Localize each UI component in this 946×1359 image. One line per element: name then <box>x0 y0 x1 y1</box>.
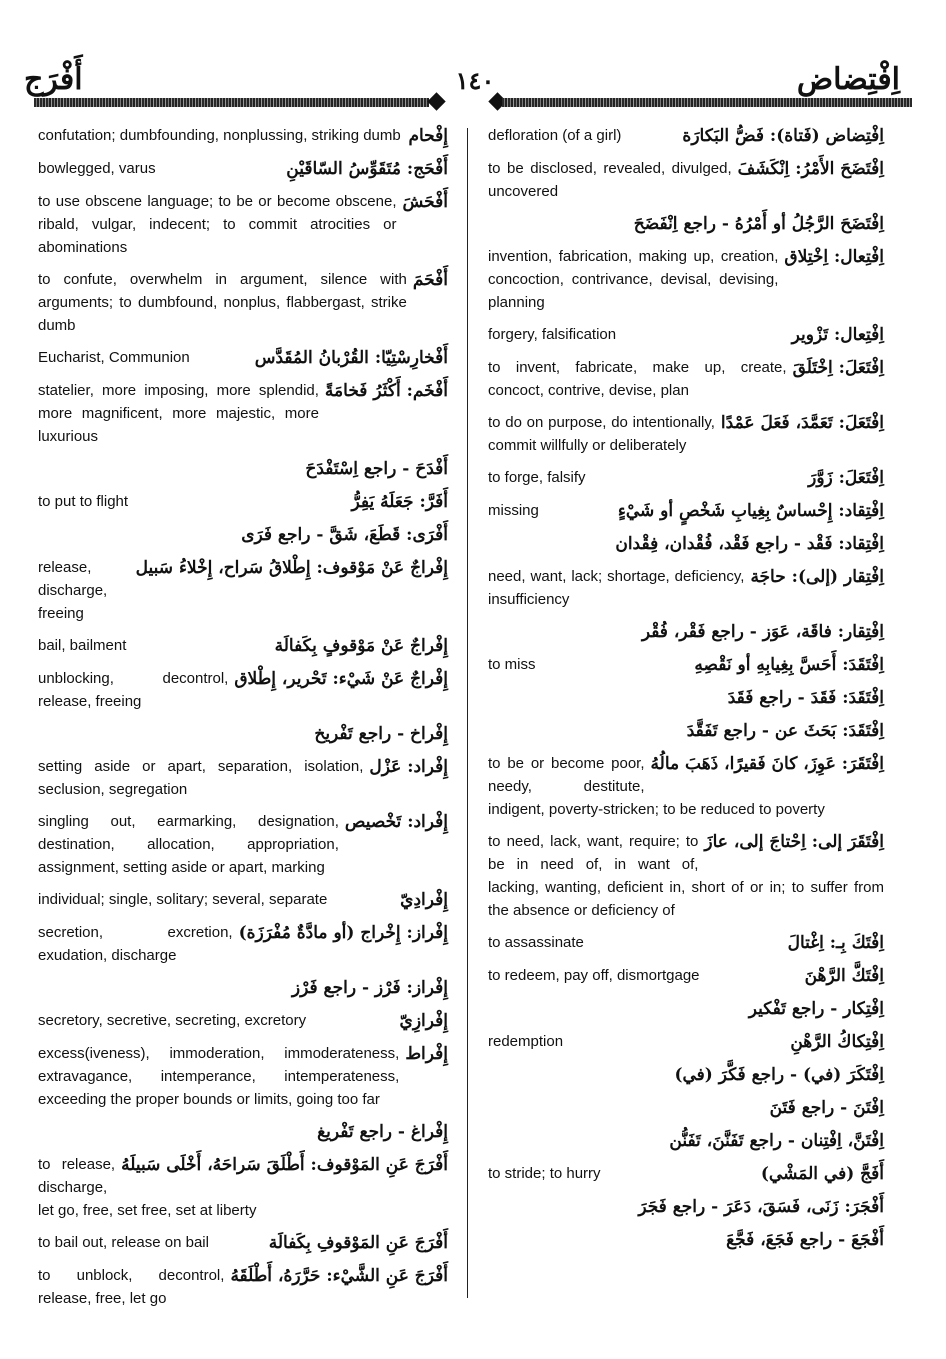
dictionary-entry <box>488 931 884 955</box>
arabic-headword: اِفْتِقاد: فَقْد - راجع فَقْد، فُقْدان، فِقْدان <box>615 534 884 554</box>
dictionary-entry <box>38 888 448 912</box>
english-definition: Eucharist, Communion <box>38 349 190 366</box>
dictionary-entry <box>38 1042 448 1111</box>
arabic-headword: اِفْتَعَلَ: زَوَّرَ <box>808 468 884 488</box>
arabic-headword: إِفْحام <box>408 126 448 146</box>
dictionary-entry <box>488 124 884 148</box>
guide-word-left: أَفْرَج <box>24 62 83 97</box>
english-definition: to stride; to hurry <box>488 1165 601 1182</box>
arabic-headword: أَفْحَج: مُتَقَوِّسُ السّاقَيْنِ <box>286 159 448 179</box>
dictionary-entry <box>488 212 884 236</box>
arabic-headword: أَفْرَجَ عَنِ المَوْقوفِ بِكَفالَة <box>268 1233 448 1253</box>
dictionary-entry <box>488 964 884 988</box>
english-definition: to forge, falsify <box>488 469 586 486</box>
english-definition: individual; single, solitary; several, separate <box>38 891 328 908</box>
dictionary-entry <box>38 755 448 801</box>
arabic-headword: أَفْرَجَ عَنِ الشَّيْء: حَرَّرَهُ، أَطْلَقَهُ <box>230 1266 448 1286</box>
arabic-headword: أَفْدَحَ - راجع اِسْتَفْدَحَ <box>305 459 448 479</box>
arabic-headword: أَفْحَمَ <box>412 270 448 290</box>
arabic-headword: اِفْتِعال: اِخْتِلاق <box>784 247 884 267</box>
arabic-headword: أَفْحَشَ <box>402 192 448 212</box>
english-definition: to release, discharge, let go, free, set free, set at liberty <box>38 1156 257 1219</box>
english-definition: forgery, falsification <box>488 326 617 343</box>
guide-word-right: اِفْتِضاض <box>796 62 900 97</box>
dictionary-entry <box>488 752 884 821</box>
arabic-headword: إِفْراز: فَرْز - راجع فَرْز <box>291 978 448 998</box>
arabic-headword: اِفْتَكَرَ (في) - راجع فَكَّرَ (في) <box>674 1065 884 1085</box>
arabic-headword: أَفْجَعَ - راجع فَجَعَ، فَجَّعَ <box>726 1230 884 1250</box>
english-definition: secretory, secretive, secreting, excretory <box>38 1012 307 1029</box>
arabic-headword: أَفْجَرَ: زَنَى، فَسَقَ، دَعَرَ - راجع فَجَرَ <box>638 1197 884 1217</box>
arabic-headword: أَفْخَم: أَكْثَرُ فَخامَةً <box>324 381 448 401</box>
arabic-headword: اِفْتَقَدَ: بَحَثَ عن - راجع تَفَقَّدَ <box>686 721 884 741</box>
english-definition: unblocking, decontrol, release, freeing <box>38 670 229 710</box>
english-definition: to invent, fabricate, make up, create, concoct, contrive, devise, plan <box>488 359 787 399</box>
dictionary-entry <box>38 457 448 481</box>
english-definition: to need, lack, want, require; to be in need of, in want of, lacking, wanting, deficient in, short of or in; to suffer from the absence or deficiency of <box>488 833 884 919</box>
arabic-headword: إِفْراجٌ عَنْ شَيْء: تَحْرير، إِطْلاق <box>234 669 448 689</box>
arabic-headword: اِفْتَقَرَ: عَوِزَ، كانَ فَقيرًا، ذَهَبَ مالُهُ <box>650 754 884 774</box>
english-definition: release, discharge, freeing <box>38 559 108 622</box>
arabic-headword: اِفْتِقار: فاقَة، عَوَز - راجع فَقْر، فُقْر <box>641 622 884 642</box>
dictionary-entry <box>38 1009 448 1033</box>
right-column <box>488 124 884 1261</box>
english-definition: to assassinate <box>488 934 584 951</box>
arabic-headword: اِفْتَنَ - راجع فَتَنَ <box>769 1098 884 1118</box>
arabic-headword: إِفْراخ - راجع تَفْريخ <box>314 724 448 744</box>
dictionary-entry <box>38 976 448 1000</box>
arabic-headword: إِفْرازِيّ <box>399 1011 448 1031</box>
arabic-headword: اِفْتَكَّ الرَّهْنَ <box>804 966 884 986</box>
dictionary-entry <box>38 1231 448 1255</box>
english-definition: defloration (of a girl) <box>488 127 622 144</box>
dictionary-entry <box>38 556 448 625</box>
dictionary-entry <box>488 997 884 1021</box>
dictionary-entry <box>38 523 448 547</box>
dictionary-entry <box>488 620 884 644</box>
dictionary-entry <box>38 379 448 448</box>
header-rule-left <box>34 98 429 107</box>
dictionary-entry <box>38 1153 448 1222</box>
english-definition: singling out, earmarking, designation, destination, allocation, appropriation, assignment, setting aside or apart, marking <box>38 813 339 876</box>
dictionary-entry <box>488 686 884 710</box>
dictionary-entry <box>38 268 448 337</box>
arabic-headword: إِفْراد: عَزْل <box>369 757 448 777</box>
arabic-headword: إِفْراز: إِخْراج (أو مادَّةٌ مُفْرَزَة) <box>238 923 448 943</box>
arabic-headword: اِفْتِكار - راجع تَفْكير <box>748 999 884 1019</box>
dictionary-entry <box>488 1228 884 1252</box>
arabic-headword: اِفْتِقاد: إِحْساسٌ بِغِيابِ شَخْصٍ أو شَيْءٍ <box>617 501 884 521</box>
dictionary-entry <box>38 1264 448 1310</box>
english-definition: bail, bailment <box>38 637 127 654</box>
dictionary-entry <box>38 490 448 514</box>
dictionary-entry <box>38 346 448 370</box>
arabic-headword: إِفْراط <box>405 1044 448 1064</box>
arabic-headword: أَفَرَّ: جَعَلَهُ يَفِرُّ <box>351 492 448 512</box>
column-divider <box>467 128 468 1298</box>
dictionary-entry <box>488 1162 884 1186</box>
arabic-headword: أَفْرَى: قَطَعَ، شَقَّ - راجع فَرَى <box>241 525 448 545</box>
arabic-headword: إِفْراد: تَخْصيص <box>344 812 448 832</box>
english-definition: to unblock, decontrol, release, free, let go <box>38 1267 225 1307</box>
arabic-headword: اِفْتَقَدَ: أَحَسَّ بِغِيابِهِ أو نَقْصِهِ <box>694 655 884 675</box>
dictionary-entry <box>488 411 884 457</box>
dictionary-entry <box>488 1195 884 1219</box>
arabic-headword: إِفْراغ - راجع تَفْريغ <box>317 1122 448 1142</box>
arabic-headword: اِفْتَعَلَ: تَعَمَّدَ، فَعَلَ عَمْدًا <box>720 413 884 433</box>
dictionary-entry <box>488 719 884 743</box>
english-definition: to do on purpose, do intentionally, commit willfully or deliberately <box>488 414 715 454</box>
dictionary-entry <box>38 124 448 148</box>
dictionary-entry <box>488 1063 884 1087</box>
dictionary-entry <box>488 466 884 490</box>
english-definition: to redeem, pay off, dismortgage <box>488 967 700 984</box>
dictionary-entry <box>488 1030 884 1054</box>
dictionary-entry <box>488 1129 884 1153</box>
arabic-headword: أَفْرَجَ عَنِ المَوْقوف: أَطْلَقَ سَراحَهُ، أَخْلَى سَبيلَهُ <box>121 1155 448 1175</box>
dictionary-entry <box>488 830 884 922</box>
arabic-headword: اِفْتِكاكُ الرَّهْنِ <box>790 1032 884 1052</box>
arabic-headword: إِفْرادِيّ <box>400 890 448 910</box>
english-definition: to use obscene language; to be or become obscene, ribald, vulgar, indecent; to commit atrocities or abominations <box>38 193 397 256</box>
dictionary-entry <box>38 667 448 713</box>
arabic-headword: إِفْراجٌ عَنْ مَوْقوفٍ بِكَفالَة <box>274 636 448 656</box>
dictionary-entry <box>488 323 884 347</box>
english-definition: secretion, excretion, exudation, discharge <box>38 924 233 964</box>
english-definition: excess(iveness), immoderation, immoderateness, extravagance, intemperance, intemperateness, exceeding the proper bounds or limits, going too far <box>38 1045 400 1108</box>
arabic-headword: اِفْتَعَلَ: اِخْتَلَقَ <box>792 358 884 378</box>
english-definition: setting aside or apart, separation, isolation, seclusion, segregation <box>38 758 364 798</box>
english-definition: missing <box>488 502 539 519</box>
arabic-headword: اِفْتَضَحَ الأَمْرُ: اِنْكَشَفَ <box>737 159 884 179</box>
english-definition: bowlegged, varus <box>38 160 156 177</box>
arabic-headword: اِفْتَقَرَ إلى: اِحْتاجَ إلى، عازَ <box>704 832 884 852</box>
english-definition: to confute, overwhelm in argument, silence with arguments; to dumbfound, nonplus, flabbergast, strike dumb <box>38 271 407 334</box>
english-definition: need, want, lack; shortage, deficiency, insufficiency <box>488 568 745 608</box>
dictionary-entry <box>488 245 884 314</box>
header-rule-right <box>502 98 912 107</box>
page-number: ١٤٠ <box>455 66 495 95</box>
dictionary-entry <box>38 921 448 967</box>
arabic-headword: اِفْتِعال: تَزْوير <box>791 325 884 345</box>
english-definition: to miss <box>488 656 536 673</box>
left-column <box>38 124 448 1319</box>
dictionary-entry <box>38 634 448 658</box>
arabic-headword: اِفْتَقَدَ: فَقَدَ - راجع فَقَدَ <box>727 688 884 708</box>
english-definition: confutation; dumbfounding, nonplussing, striking dumb <box>38 127 401 144</box>
dictionary-entry <box>38 190 448 259</box>
dictionary-entry <box>488 356 884 402</box>
arabic-headword: اِفْتَكَ بِـ: اِغْتالَ <box>787 933 884 953</box>
diamond-ornament-left <box>427 92 445 110</box>
arabic-headword: اِفْتِضاض (فَتاة): فَضُّ البَكارَة <box>682 126 884 146</box>
arabic-headword: إِفْراجٌ عَنْ مَوْقوف: إِطْلاقُ سَراح، إِخْلاءُ سَبيل <box>135 558 448 578</box>
arabic-headword: أَفْخارِسْتِيّا: القُرْبانُ المُقَدَّس <box>254 348 448 368</box>
arabic-headword: اِفْتَنَّ، اِفْتِنان - راجع تَفَنَّنَ، تَفَنُّن <box>669 1131 884 1151</box>
english-definition: to put to flight <box>38 493 129 510</box>
arabic-headword: أَفَجَّ (في المَشْي) <box>760 1164 884 1184</box>
dictionary-entry <box>488 565 884 611</box>
english-definition: to be disclosed, revealed, divulged, uncovered <box>488 160 732 200</box>
dictionary-entry <box>488 499 884 523</box>
dictionary-entry <box>488 653 884 677</box>
english-definition: statelier, more imposing, more splendid, more magnificent, more majestic, more luxurious <box>38 382 319 445</box>
dictionary-entry <box>488 532 884 556</box>
english-definition: to bail out, release on bail <box>38 1234 209 1251</box>
english-definition: redemption <box>488 1033 564 1050</box>
dictionary-entry <box>38 157 448 181</box>
arabic-headword: اِفْتَضَحَ الرَّجُلُ أو أَمْرُهُ - راجع اِنْفَضَحَ <box>633 214 884 234</box>
dictionary-entry <box>38 1120 448 1144</box>
dictionary-entry <box>38 810 448 879</box>
dictionary-entry <box>488 157 884 203</box>
arabic-headword: اِفْتِقار (إلى): حاجَة <box>750 567 884 587</box>
english-definition: to be or become poor, needy, destitute, indigent, poverty-stricken; to be reduced to poverty <box>488 755 825 818</box>
english-definition: invention, fabrication, making up, creation, concoction, contrivance, devisal, devising, planning <box>488 248 779 311</box>
dictionary-entry <box>38 722 448 746</box>
dictionary-entry <box>488 1096 884 1120</box>
